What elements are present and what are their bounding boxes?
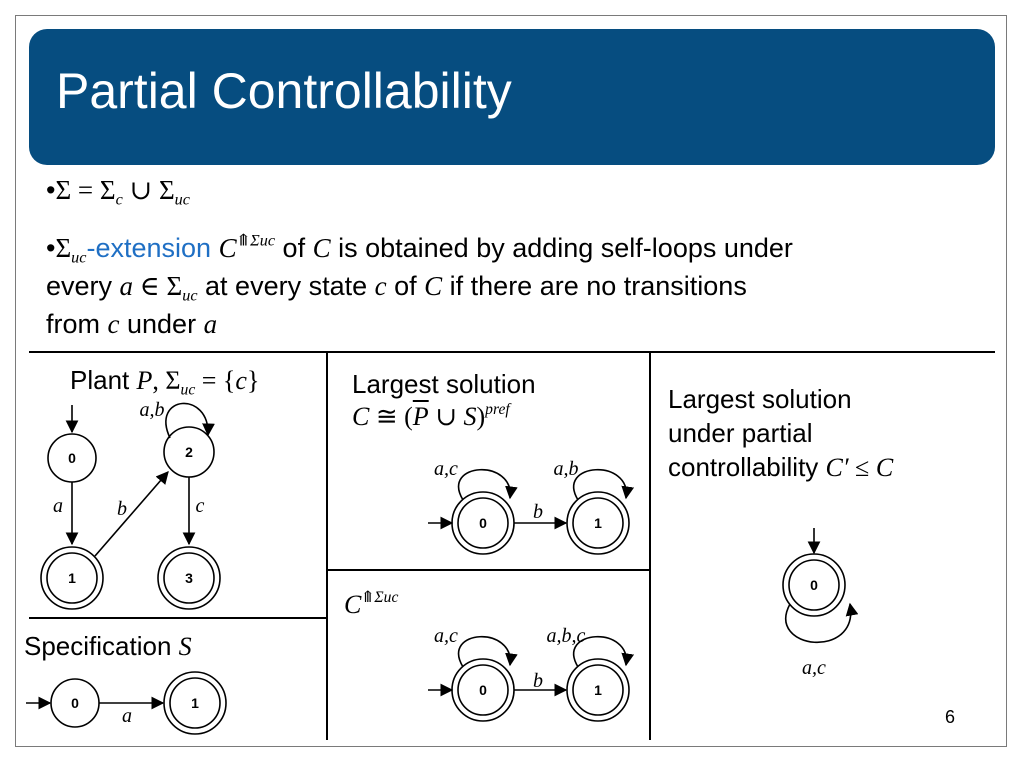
plant-heading: Plant P, $\Sigma_{uc} = \{c\}$ <box>70 365 260 399</box>
plant-state-label: 3 <box>185 570 193 586</box>
partial-state-label: 0 <box>810 577 818 593</box>
partial-solution-heading: Largest solution under partial controllability C′ ≤ C <box>668 384 894 482</box>
extension-heading: $C^{⤊\Sigma uc}$ <box>344 589 399 619</box>
largest-edge-label: a,b <box>553 458 579 480</box>
extension-state-label: 1 <box>594 682 602 698</box>
plant-edge-label: b <box>117 498 127 520</box>
largest-state-label: 0 <box>479 515 487 531</box>
partial-edge-label: a,c <box>802 657 826 679</box>
largest-edge-label: b <box>533 501 543 523</box>
largest-automaton <box>428 470 629 554</box>
largest-edge-label: a,c <box>434 458 458 480</box>
bullet-extension-line-3: from c under a <box>46 309 218 339</box>
extension-state-label: 0 <box>479 682 487 698</box>
spec-state-label: 1 <box>191 695 199 711</box>
specification-heading: Specification S <box>24 631 192 661</box>
extension-edge-label: a,c <box>434 625 458 647</box>
extension-self-loop-0 <box>459 637 511 667</box>
bullet-extension-line-2: every a ∈ $\Sigma_{uc}$ at every state c of C if there are no transitions <box>46 271 747 305</box>
largest-self-loop-1 <box>574 470 627 500</box>
largest-self-loop-0 <box>459 470 511 500</box>
plant-state-label: 2 <box>185 444 193 460</box>
panel-dividers <box>29 352 995 740</box>
slide-title: Partial Controllability <box>56 63 512 119</box>
spec-edge-label: a <box>122 705 132 727</box>
page-number: 6 <box>945 707 956 727</box>
bullet-extension-line-1: $•\Sigma_{uc}$-extension $C^{⤊\Sigma uc}$ of C is obtained by adding self-loops under <box>46 231 793 267</box>
largest-solution-heading: Largest solution C ≅ ($\overline{P}$ ∪ S)$^{pref}$ <box>352 369 536 431</box>
plant-state-label: 1 <box>68 570 76 586</box>
bullet-sigma-definition: •Σ = $\Sigma_c$ ∪ $\Sigma_{uc}$ <box>46 175 190 209</box>
extension-automaton <box>428 637 629 721</box>
plant-edge-label: a,b <box>139 399 165 421</box>
largest-state-label: 1 <box>594 515 602 531</box>
plant-edge-label: c <box>195 495 205 517</box>
plant-state-label: 0 <box>68 450 76 466</box>
extension-edge-label: a,b,c <box>546 625 586 647</box>
spec-state-label: 0 <box>71 695 79 711</box>
extension-term: extension <box>95 233 212 263</box>
extension-edge-label: b <box>533 670 543 692</box>
plant-edge-label: a <box>53 495 63 517</box>
plant-edge-b <box>95 472 168 556</box>
